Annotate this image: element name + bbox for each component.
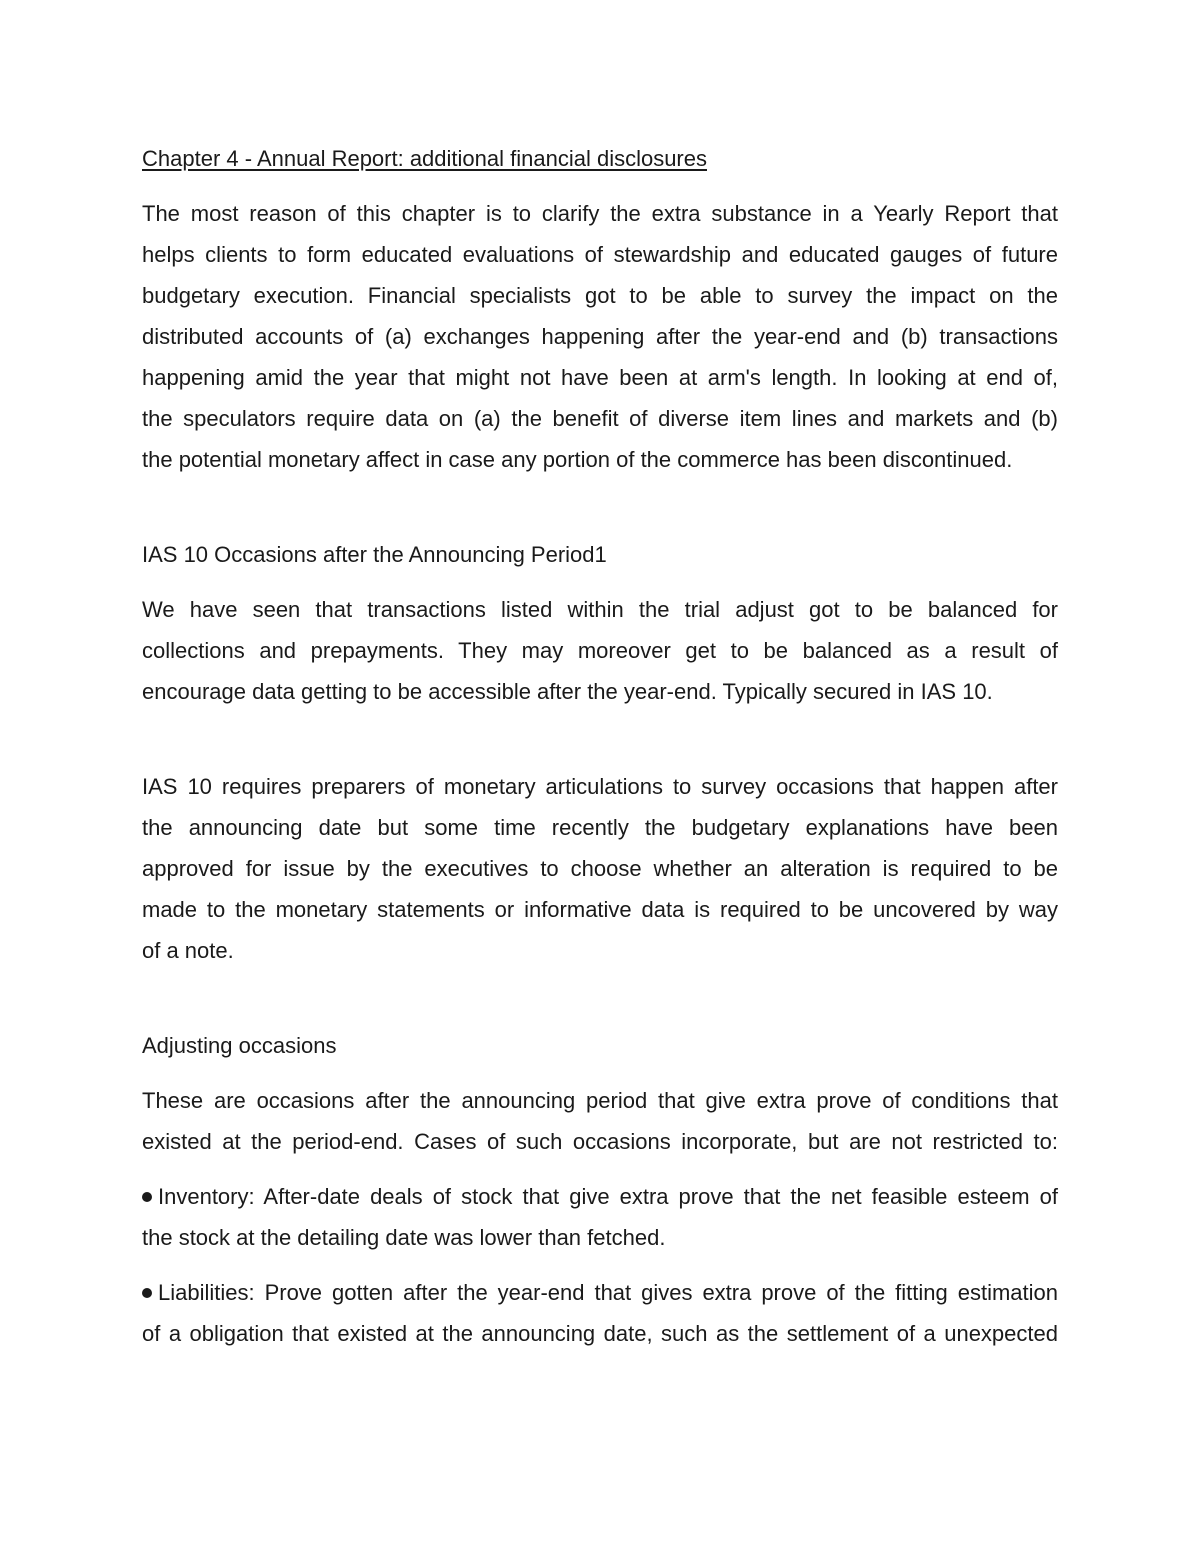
- paragraph-line: approved for issue by the executives to choose whether an alteration is required to be: [142, 856, 1058, 881]
- paragraph-line: [142, 1272, 1058, 1313]
- paragraph-line: of a note.: [142, 938, 234, 963]
- paragraph-line: helps clients to form educated evaluations of stewardship and educated gauges of future: [142, 242, 1058, 267]
- paragraph-line: [142, 1176, 1058, 1217]
- paragraph-line: the speculators require data on (a) the benefit of diverse item lines and markets and (b): [142, 406, 1058, 431]
- ias10-paragraph-2: [142, 766, 1058, 971]
- bullet-item-inventory: [142, 1176, 1058, 1258]
- paragraph-line: happening amid the year that might not have been at arm's length. In looking at end of,: [142, 365, 1058, 390]
- paragraph-line: We have seen that transactions listed within the trial adjust got to be balanced for: [142, 597, 1058, 622]
- paragraph-line: of a obligation that existed at the announcing date, such as the settlement of a unexpected: [142, 1321, 1058, 1346]
- paragraph-line: the announcing date but some time recently the budgetary explanations have been: [142, 815, 1058, 840]
- bullet-text: Inventory: After-date deals of stock that give extra prove that the net feasible esteem of: [158, 1184, 1058, 1209]
- section-heading-adjusting: Adjusting occasions: [142, 1033, 337, 1058]
- bullet-item-liabilities: [142, 1272, 1058, 1354]
- intro-paragraph: [142, 193, 1058, 480]
- paragraph-line: made to the monetary statements or informative data is required to be uncovered by way: [142, 897, 1058, 922]
- adjusting-paragraph: [142, 1080, 1058, 1162]
- document-page: [142, 138, 1058, 1354]
- paragraph-line: The most reason of this chapter is to clarify the extra substance in a Yearly Report that: [142, 201, 1058, 226]
- bullet-icon: [142, 1288, 152, 1298]
- bullet-text: Liabilities: Prove gotten after the year-end that gives extra prove of the fitting estimation: [158, 1280, 1058, 1305]
- paragraph-line: budgetary execution. Financial specialists got to be able to survey the impact on the: [142, 283, 1058, 308]
- paragraph-line: existed at the period-end. Cases of such occasions incorporate, but are not restricted to:: [142, 1129, 1058, 1154]
- paragraph-line: the potential monetary affect in case any portion of the commerce has been discontinued.: [142, 447, 1013, 472]
- bullet-icon: [142, 1192, 152, 1202]
- paragraph-line: These are occasions after the announcing period that give extra prove of conditions that: [142, 1088, 1058, 1113]
- paragraph-line: IAS 10 requires preparers of monetary articulations to survey occasions that happen after: [142, 774, 1058, 799]
- section-heading-ias10: IAS 10 Occasions after the Announcing Period1: [142, 542, 607, 567]
- chapter-title: Chapter 4 - Annual Report: additional financial disclosures: [142, 146, 707, 171]
- ias10-paragraph-1: [142, 589, 1058, 712]
- paragraph-line: encourage data getting to be accessible after the year-end. Typically secured in IAS 10.: [142, 679, 993, 704]
- paragraph-line: collections and prepayments. They may moreover get to be balanced as a result of: [142, 638, 1058, 663]
- paragraph-line: the stock at the detailing date was lower than fetched.: [142, 1225, 666, 1250]
- paragraph-line: distributed accounts of (a) exchanges happening after the year-end and (b) transactions: [142, 324, 1058, 349]
